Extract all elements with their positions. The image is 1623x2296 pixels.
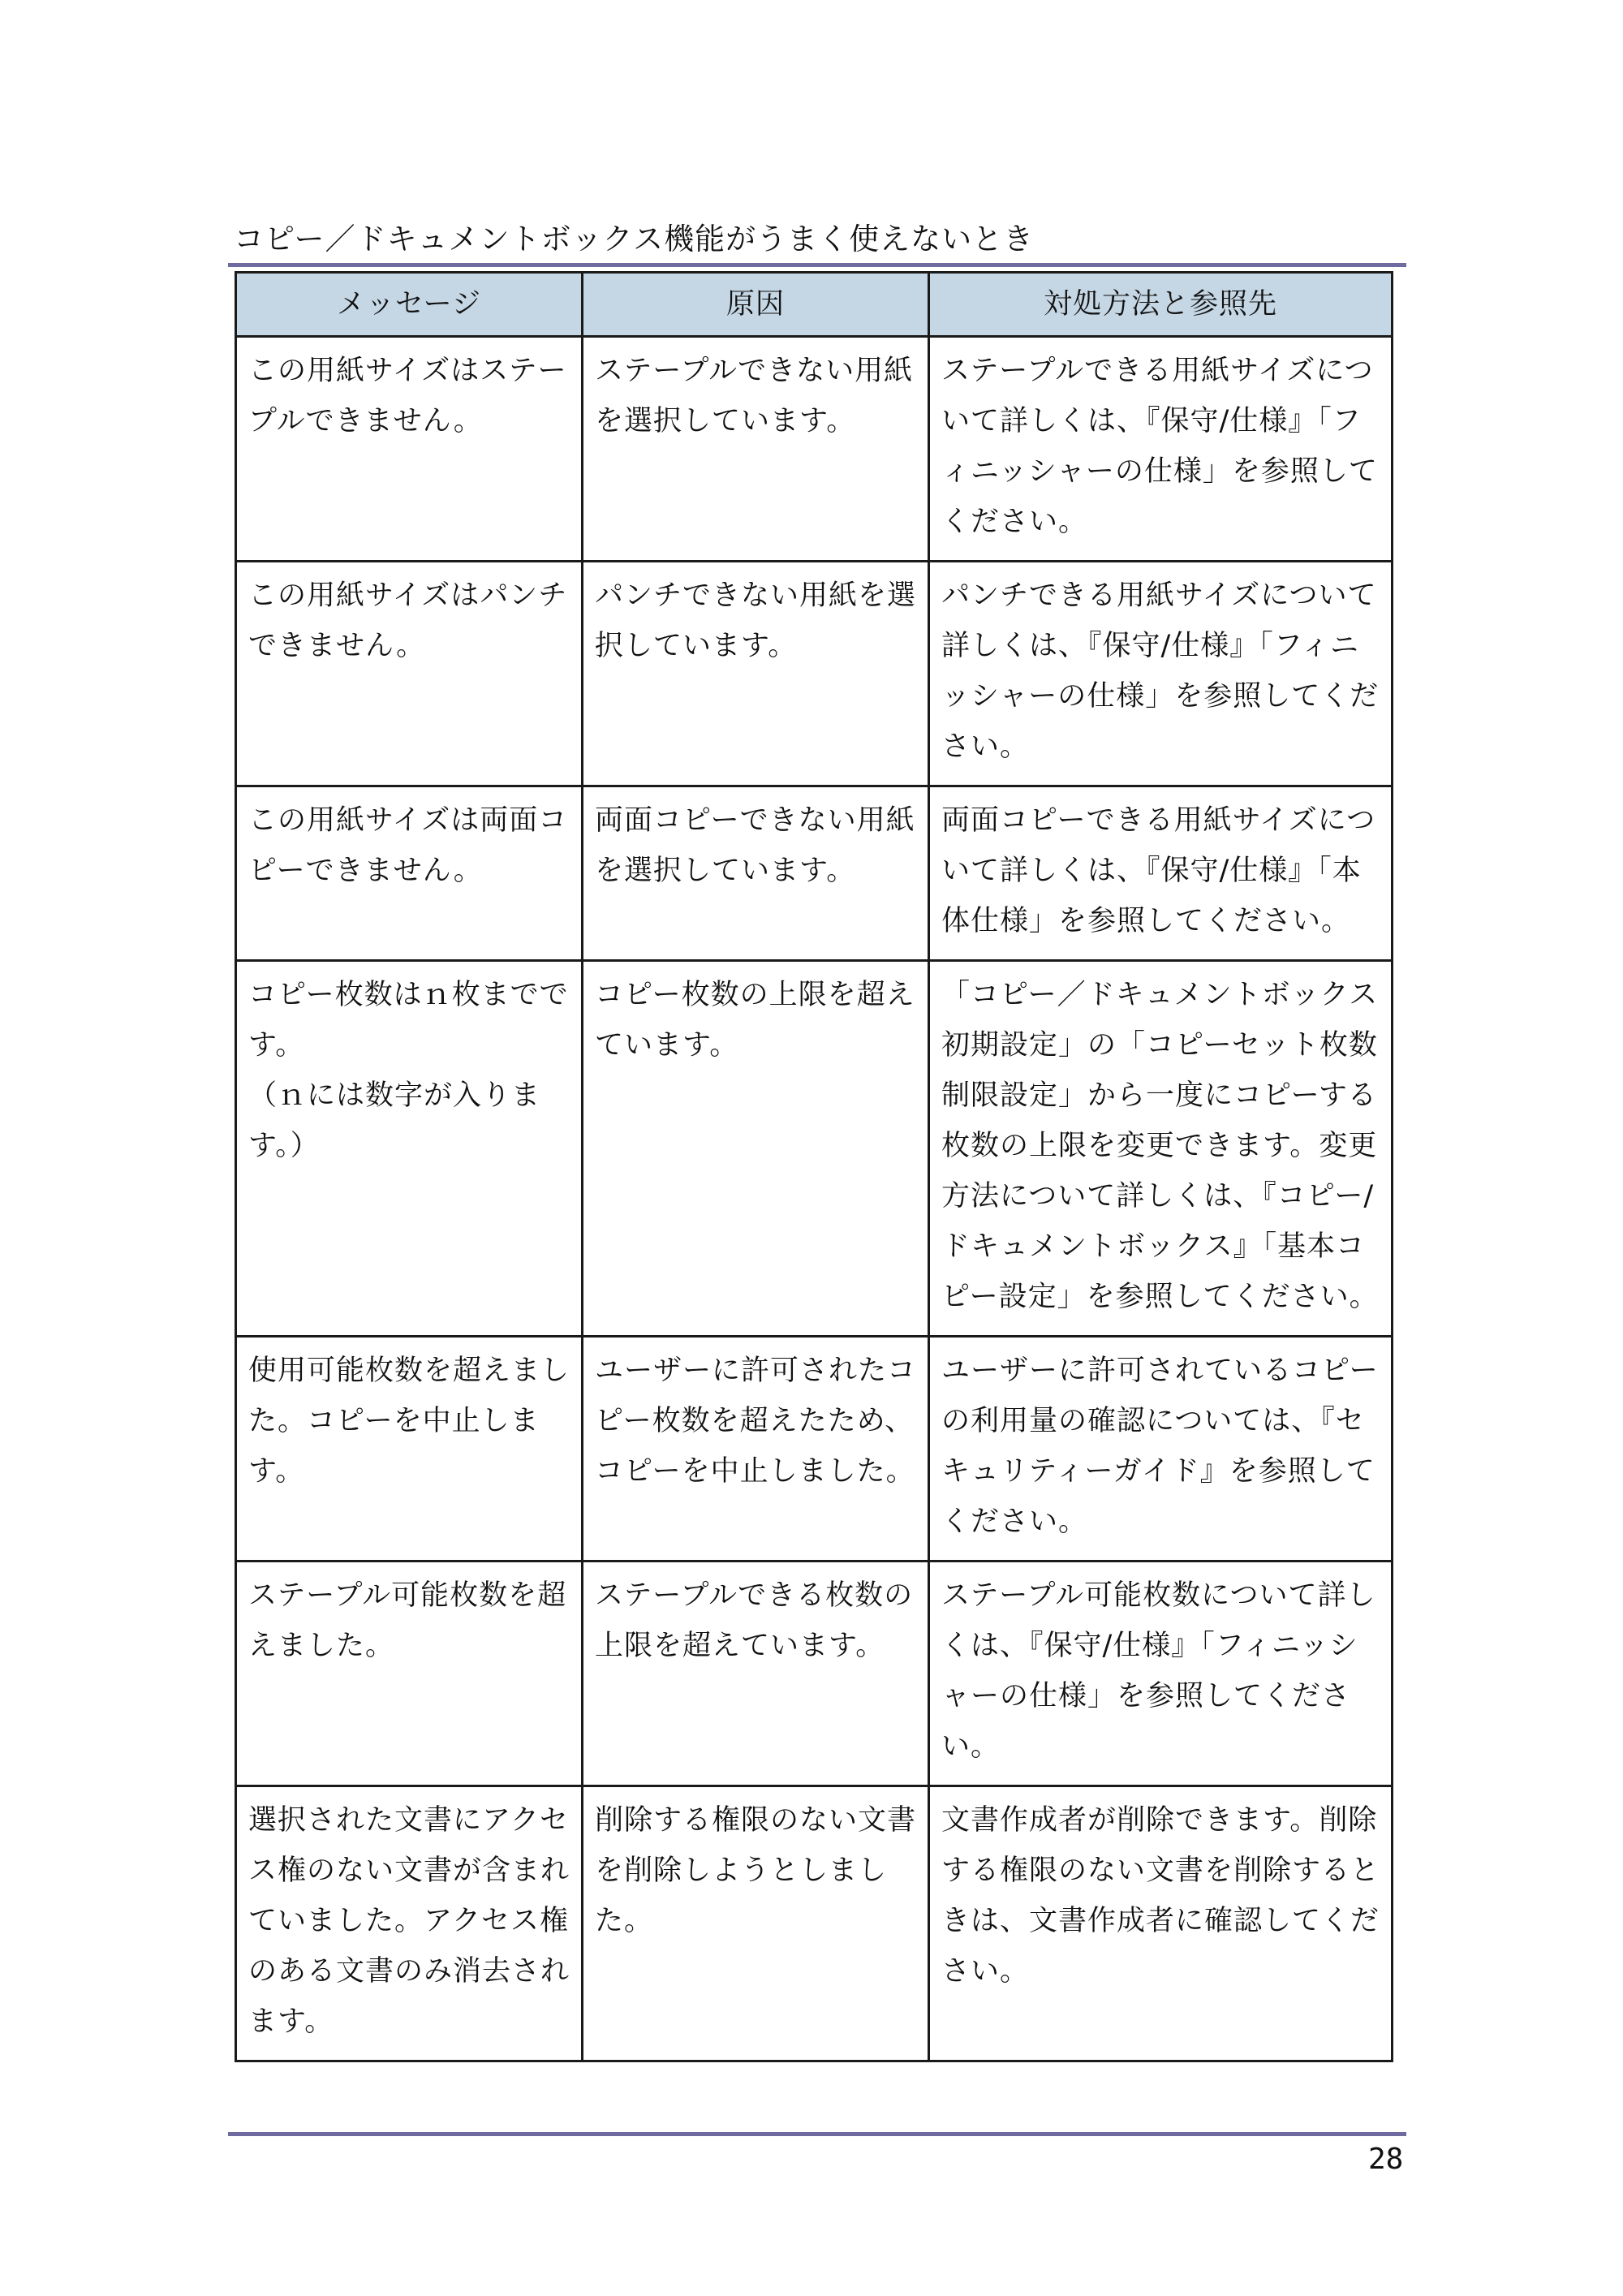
footer-rule [228,2132,1406,2136]
section-title: コピー／ドキュメントボックス機能がうまく使えないとき [234,222,1035,256]
header-cause: 原因 [583,273,929,337]
message-cell: 選択された文書にアクセス権のない文書が含まれていました。アクセス権のある文書のみ消去されます。 [236,1786,583,2061]
table-row [236,562,1393,786]
solution-cell: ステープル可能枚数について詳しくは、『保守/仕様』「フィニッシャーの仕様」を参照してください。 [929,1562,1393,1786]
solution-cell: 両面コピーできる用紙サイズについて詳しくは、『保守/仕様』「本体仕様」を参照してください。 [929,786,1393,961]
cause-cell: コピー枚数の上限を超えています。 [583,961,929,1337]
solution-cell: 文書作成者が削除できます。削除する権限のない文書を削除するときは、文書作成者に確認してください。 [929,1786,1393,2061]
solution-cell: 「コピー／ドキュメントボックス初期設定」の「コピーセット枚数制限設定」から一度にコピーする枚数の上限を変更できます。変更方法について詳しくは、『コピー/ドキュメントボックス』「基本コピー設定」を参照してください。 [929,961,1393,1337]
solution-cell: パンチできる用紙サイズについて詳しくは、『保守/仕様』「フィニッシャーの仕様」を参照してください。 [929,562,1393,786]
page-number: 28 [1368,2143,1404,2176]
message-cell: この用紙サイズは両面コピーできません。 [236,786,583,961]
cause-cell: パンチできない用紙を選択しています。 [583,562,929,786]
title-rule [228,263,1406,267]
cause-cell: ステープルできない用紙を選択しています。 [583,337,929,562]
solution-cell: ユーザーに許可されているコピーの利用量の確認については、『セキュリティーガイド』を参照してください。 [929,1337,1393,1562]
table-row [236,1562,1393,1786]
table-row [236,1786,1393,2061]
message-cell: ステープル可能枚数を超えました。 [236,1562,583,1786]
table-row [236,337,1393,562]
troubleshooting-table [235,271,1393,2062]
solution-cell: ステープルできる用紙サイズについて詳しくは、『保守/仕様』「フィニッシャーの仕様」を参照してください。 [929,337,1393,562]
table-row [236,961,1393,1337]
message-cell: この用紙サイズはパンチできません。 [236,562,583,786]
cause-cell: 両面コピーできない用紙を選択しています。 [583,786,929,961]
message-cell: この用紙サイズはステープルできません。 [236,337,583,562]
cause-cell: 削除する権限のない文書を削除しようとしました。 [583,1786,929,2061]
cause-cell: ステープルできる枚数の上限を超えています。 [583,1562,929,1786]
table-row [236,786,1393,961]
message-cell: 使用可能枚数を超えました。コピーを中止します。 [236,1337,583,1562]
message-cell: コピー枚数はｎ枚までです。 （ｎには数字が入ります。） [236,961,583,1337]
cause-cell: ユーザーに許可されたコピー枚数を超えたため、コピーを中止しました。 [583,1337,929,1562]
table-header-row [236,273,1393,337]
header-message: メッセージ [236,273,583,337]
header-solution: 対処方法と参照先 [929,273,1393,337]
table-row [236,1337,1393,1562]
